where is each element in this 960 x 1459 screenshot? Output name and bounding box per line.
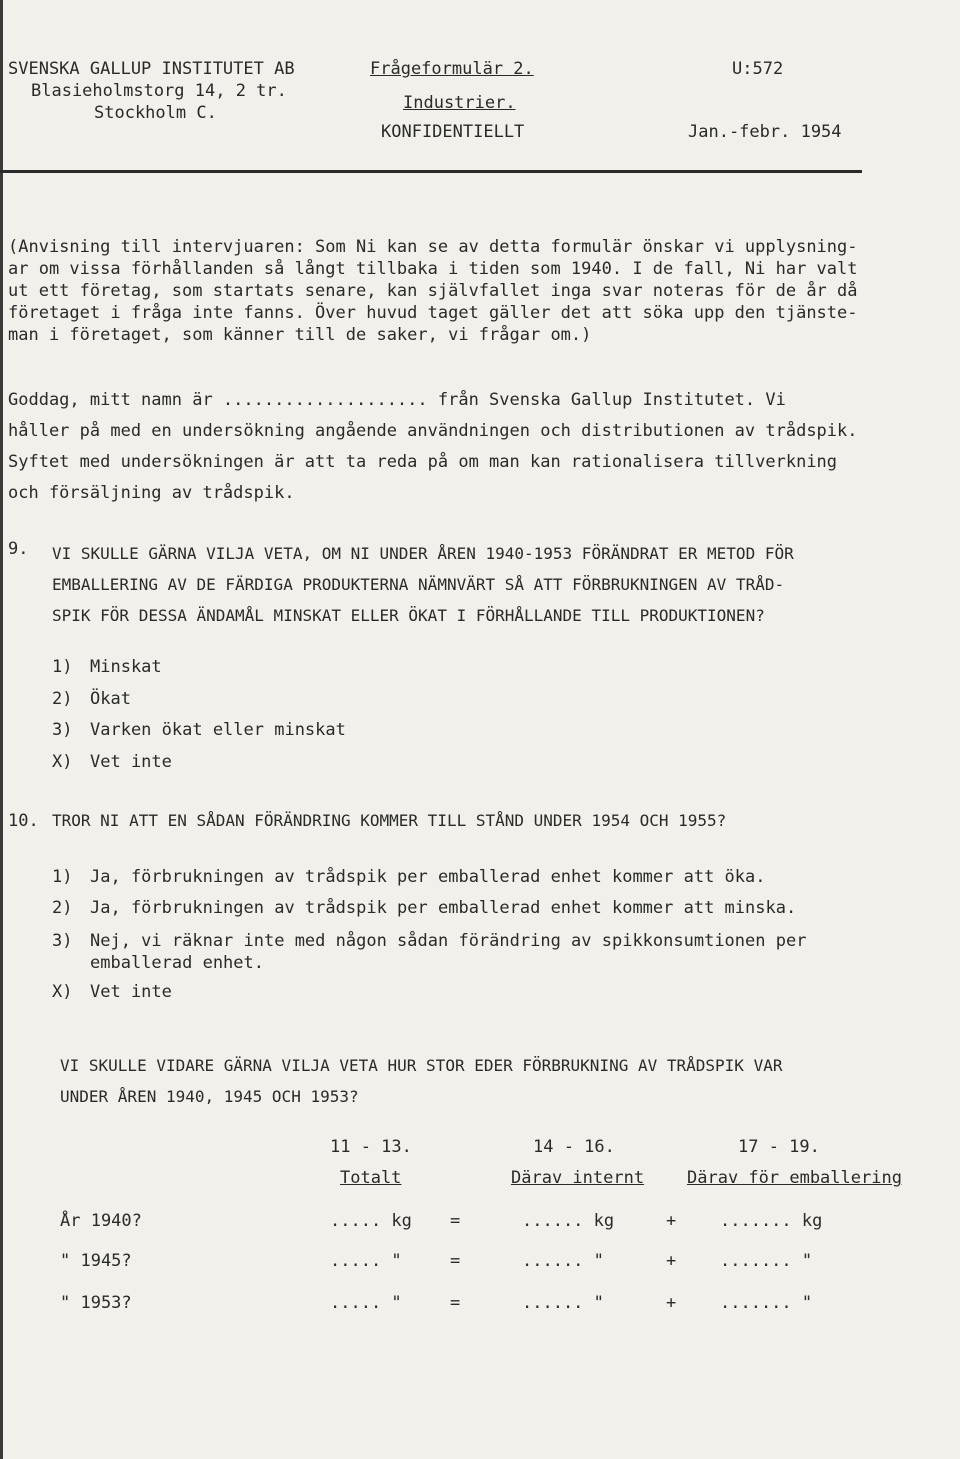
question-11-text (60, 1050, 782, 1112)
question-11-line: UNDER ÅREN 1940, 1945 OCH 1953? (60, 1087, 359, 1106)
instruction-line: ut ett företag, som startats senare, kan självfallet inga svar noteras för de år då (8, 281, 858, 301)
question-10-number: 10. (8, 811, 39, 831)
org-city: Stockholm C. (94, 103, 217, 123)
greeting-line: och försäljning av trådspik. (8, 483, 295, 503)
row-label-1953: " 1953? (60, 1293, 132, 1313)
greeting-line: håller på med en undersökning angående användningen och distributionen av trådspik. (8, 421, 858, 441)
option-label: Minskat (90, 657, 162, 677)
option-label: Nej, vi räknar inte med någon sådan förändring av spikkonsumtionen per (90, 931, 807, 951)
option-code: X) (52, 982, 73, 1002)
column-head-total: Totalt (340, 1168, 402, 1188)
equals-sign: = (450, 1251, 461, 1271)
plus-sign: + (666, 1293, 677, 1313)
instruction-line: (Anvisning till intervjuaren: Som Ni kan se av detta formulär önskar vi upplysning- (8, 237, 858, 257)
question-9-line: EMBALLERING AV DE FÄRDIGA PRODUKTERNA NÄMNVÄRT SÅ ATT FÖRBRUKNINGEN AV TRÅD- (52, 575, 785, 594)
instruction-line: företaget i fråga inte fanns. Över huvud taget gäller det att söka upp den tjänste- (8, 303, 858, 323)
cell-internal-1945[interactable]: ...... " (522, 1251, 604, 1271)
option-vet-inte[interactable] (52, 747, 346, 779)
form-code: U:572 (732, 59, 784, 79)
instruction-line: ar om vissa förhållanden så långt tillbaka i tiden som 1940. I de fall, Ni har valt (8, 259, 858, 279)
option-code: 1) (52, 657, 73, 677)
question-9-text (52, 538, 794, 631)
greeting-line: Goddag, mitt namn är .................... från Svenska Gallup Institutet. Vi (8, 390, 786, 410)
option-label: Ja, förbrukningen av trådspik per emballerad enhet kommer att öka. (90, 867, 766, 887)
org-address: Blasieholmstorg 14, 2 tr. (31, 81, 287, 101)
form-subtitle: Industrier. (403, 93, 516, 113)
form-title: Frågeformulär 2. (370, 59, 534, 79)
column-number-packaging: 17 - 19. (738, 1137, 820, 1157)
question-10-text: TROR NI ATT EN SÅDAN FÖRÄNDRING KOMMER TILL STÅND UNDER 1954 OCH 1955? (52, 811, 727, 830)
option-label-continued: emballerad enhet. (90, 953, 264, 973)
column-head-internal: Därav internt (511, 1168, 645, 1188)
instruction-line: man i företaget, som känner till de saker, vi frågar om.) (8, 325, 592, 345)
option-code: 3) (52, 931, 73, 951)
cell-internal-1940[interactable]: ...... kg (522, 1211, 615, 1231)
question-9-line: VI SKULLE GÄRNA VILJA VETA, OM NI UNDER ÅREN 1940-1953 FÖRÄNDRAT ER METOD FÖR (52, 544, 794, 563)
option-code: 1) (52, 867, 73, 887)
column-number-internal: 14 - 16. (533, 1137, 615, 1157)
greeting-paragraph (8, 385, 858, 509)
row-label-1945: " 1945? (60, 1251, 132, 1271)
cell-packaging-1945[interactable]: ....... " (720, 1251, 813, 1271)
column-head-packaging: Därav för emballering (687, 1168, 902, 1188)
option-code: 3) (52, 720, 73, 740)
header-divider (0, 170, 862, 173)
option-label: Varken ökat eller minskat (90, 720, 346, 740)
interviewer-instruction (8, 236, 858, 346)
option-ja-minska[interactable] (52, 893, 806, 924)
option-code: 2) (52, 898, 73, 918)
option-varken[interactable] (52, 715, 346, 747)
column-number-total: 11 - 13. (330, 1137, 412, 1157)
cell-total-1940[interactable]: ..... kg (330, 1211, 412, 1231)
row-label-1940: År 1940? (60, 1211, 142, 1231)
cell-internal-1953[interactable]: ...... " (522, 1293, 604, 1313)
question-11-line: VI SKULLE VIDARE GÄRNA VILJA VETA HUR STOR EDER FÖRBRUKNING AV TRÅDSPIK VAR (60, 1056, 783, 1075)
option-label: Vet inte (90, 751, 172, 772)
equals-sign: = (450, 1293, 461, 1313)
option-ja-oka[interactable] (52, 862, 806, 893)
option-vet-inte-10[interactable] (52, 974, 806, 1008)
greeting-line: Syftet med undersökningen är att ta reda på om man kan rationalisera tillverkning (8, 452, 838, 472)
option-label: Vet inte (90, 982, 172, 1002)
option-code: X) (52, 751, 73, 772)
plus-sign: + (666, 1211, 677, 1231)
option-nej[interactable] (52, 924, 806, 974)
cell-packaging-1940[interactable]: ....... kg (720, 1211, 823, 1231)
equals-sign: = (450, 1211, 461, 1231)
question-9-number: 9. (8, 539, 29, 559)
question-10-options (52, 862, 806, 1008)
cell-total-1945[interactable]: ..... " (330, 1251, 402, 1271)
option-minskat[interactable] (52, 652, 346, 684)
question-9-line: SPIK FÖR DESSA ÄNDAMÅL MINSKAT ELLER ÖKAT I FÖRHÅLLANDE TILL PRODUKTIONEN? (52, 606, 765, 625)
plus-sign: + (666, 1251, 677, 1271)
option-okat[interactable] (52, 684, 346, 716)
option-label: Ja, förbrukningen av trådspik per emballerad enhet kommer att minska. (90, 898, 797, 918)
scan-left-edge (0, 0, 3, 1459)
option-code: 2) (52, 688, 73, 709)
question-9-options (52, 652, 346, 778)
cell-total-1953[interactable]: ..... " (330, 1293, 402, 1313)
confidential-label: KONFIDENTIELLT (381, 122, 525, 142)
form-date: Jan.-febr. 1954 (688, 122, 842, 142)
org-name: SVENSKA GALLUP INSTITUTET AB (8, 59, 295, 79)
cell-packaging-1953[interactable]: ....... " (720, 1293, 813, 1313)
option-label: Ökat (90, 688, 131, 709)
